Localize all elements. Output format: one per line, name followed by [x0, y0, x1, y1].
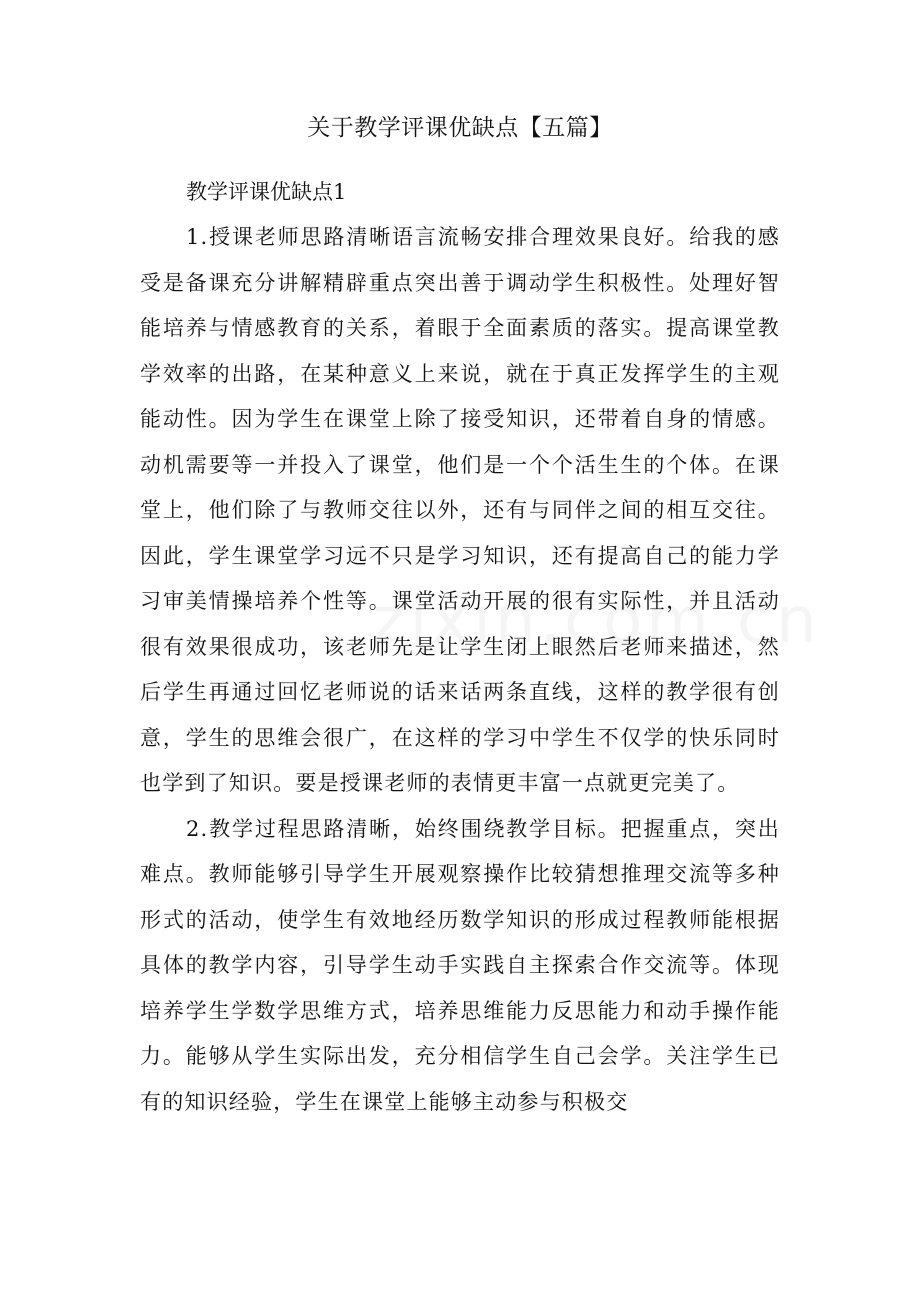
- section-heading: 教学评课优缺点1: [186, 180, 347, 204]
- document-page: [140, 106, 780, 1125]
- paragraph-1: 1.授课老师思路清晰语言流畅安排合理效果良好。给我的感受是备课充分讲解精辟重点突出善于调动学生积极性。处理好智能培养与情感教育的关系，着眼于全面素质的落实。提高课堂教学效率的出路，在某种意义上来说，就在于真正发挥学生的主观能动性。因为学生在课堂上除了接受知识，还带着自身的情感。动机需要等一并投入了课堂，他们是一个个活生生的个体。在课堂上，他们除了与教师交往以外，还有与同伴之间的相互交往。因此，学生课堂学习远不只是学习知识，还有提高自己的能力学习审美情操培养个性等。课堂活动开展的很有实际性，并且活动很有效果很成功，该老师先是让学生闭上眼然后老师来描述，然后学生再通过回忆老师说的话来话两条直线，这样的教学很有创意，学生的思维会很广，在这样的学习中学生不仅学的快乐同时也学到了知识。要是授课老师的表情更丰富一点就更完美了。: [140, 225, 780, 795]
- paragraph-2: 2.教学过程思路清晰，始终围绕教学目标。把握重点，突出难点。教师能够引导学生开展观察操作比较猜想推理交流等多种形式的活动，使学生有效地经历数学知识的形成过程教师能根据具体的教学内容，引导学生动手实践自主探索合作交流等。体现培养学生学数学思维方式，培养思维能力反思能力和动手操作能力。能够从学生实际出发，充分相信学生自己会学。关注学生已有的知识经验，学生在课堂上能够主动参与积极交: [140, 816, 780, 1114]
- document-title: 关于教学评课优缺点【五篇】: [307, 115, 613, 141]
